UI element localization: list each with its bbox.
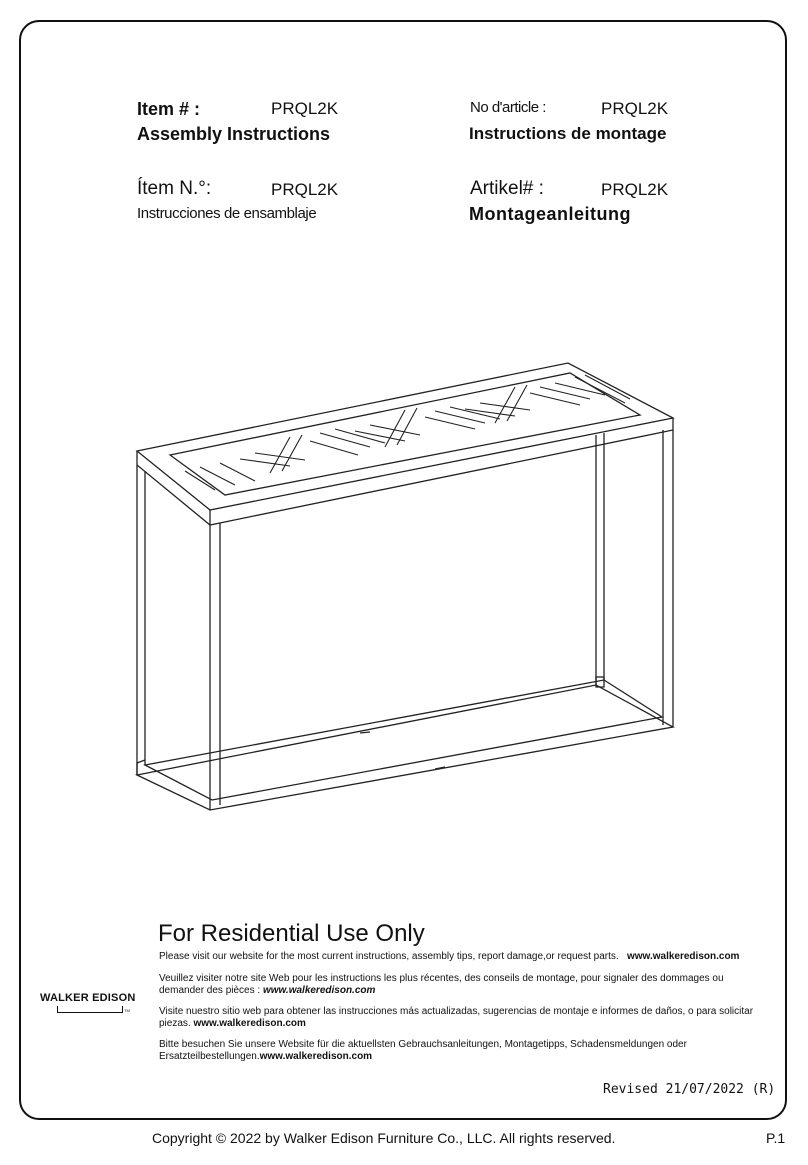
item-label-en: Item # : — [137, 99, 201, 119]
console-table-illustration — [130, 355, 680, 815]
item-value-fr: PRQL2K — [601, 99, 669, 118]
notice-fr — [159, 973, 769, 997]
item-value-es: PRQL2K — [271, 180, 339, 199]
notice-de-url[interactable]: www.walkeredison.com — [259, 1051, 373, 1062]
logo-text: WALKER EDISON — [40, 992, 136, 1004]
bottom-frame-inner — [145, 680, 662, 800]
notice-de-text: Bitte besuchen Sie unsere Website für die aktuellsten Gebrauchsanleitungen, Montagetipps, Schadensmeldungen oder Ersatzteilbestellungen. — [159, 1039, 687, 1062]
walker-edison-logo — [38, 992, 138, 1016]
item-label-fr: No d'article : — [470, 99, 546, 116]
item-label-de: Artikel# : — [470, 178, 544, 199]
herringbone-pattern — [185, 375, 630, 490]
copyright: Copyright © 2022 by Walker Edison Furniture Co., LLC. All rights reserved. — [152, 1130, 616, 1146]
notice-de — [159, 1039, 769, 1063]
logo-tm: TM — [124, 1008, 130, 1013]
item-label-es: Ítem N.°: — [137, 178, 212, 199]
bottom-frame-outer — [137, 685, 673, 810]
tabletop-inset — [170, 373, 640, 495]
assembly-instructions-fr: Instructions de montage — [469, 124, 667, 143]
logo-bracket — [57, 1006, 123, 1013]
assembly-instructions-es: Instrucciones de ensamblaje — [137, 205, 317, 222]
notice-es-text: Visite nuestro sitio web para obtener las instrucciones más actualizadas, sugerencias de montaje e informes de daños, o para solicitar piezas. — [159, 1006, 754, 1029]
assembly-instructions-de: Montageanleitung — [469, 204, 631, 224]
notice-fr-url[interactable]: www.walkeredison.com — [262, 985, 376, 996]
item-value-de: PRQL2K — [601, 180, 669, 199]
revised-date: Revised 21/07/2022 (R) — [603, 1082, 776, 1097]
notice-en-text: Please visit our website for the most current instructions, assembly tips, report damage,or request parts. — [159, 951, 619, 962]
notice-es — [159, 1006, 769, 1030]
notice-en — [159, 951, 769, 963]
notice-es-url[interactable]: www.walkeredison.com — [193, 1018, 306, 1029]
tabletop-outline — [137, 363, 673, 510]
bottom-frame-corner — [137, 760, 145, 775]
assembly-instructions-en: Assembly Instructions — [137, 124, 331, 144]
residential-use-title: For Residential Use Only — [158, 920, 425, 947]
notice-en-url[interactable]: www.walkeredison.com — [627, 951, 740, 962]
item-value-en: PRQL2K — [271, 99, 339, 118]
notice-fr-text: Veuillez visiter notre site Web pour les instructions les plus récentes, des conseils de montage, pour signaler des dommages ou demander des pièces : — [159, 973, 724, 996]
page-number: P.1 — [766, 1130, 786, 1146]
bolt-marks — [360, 732, 445, 769]
